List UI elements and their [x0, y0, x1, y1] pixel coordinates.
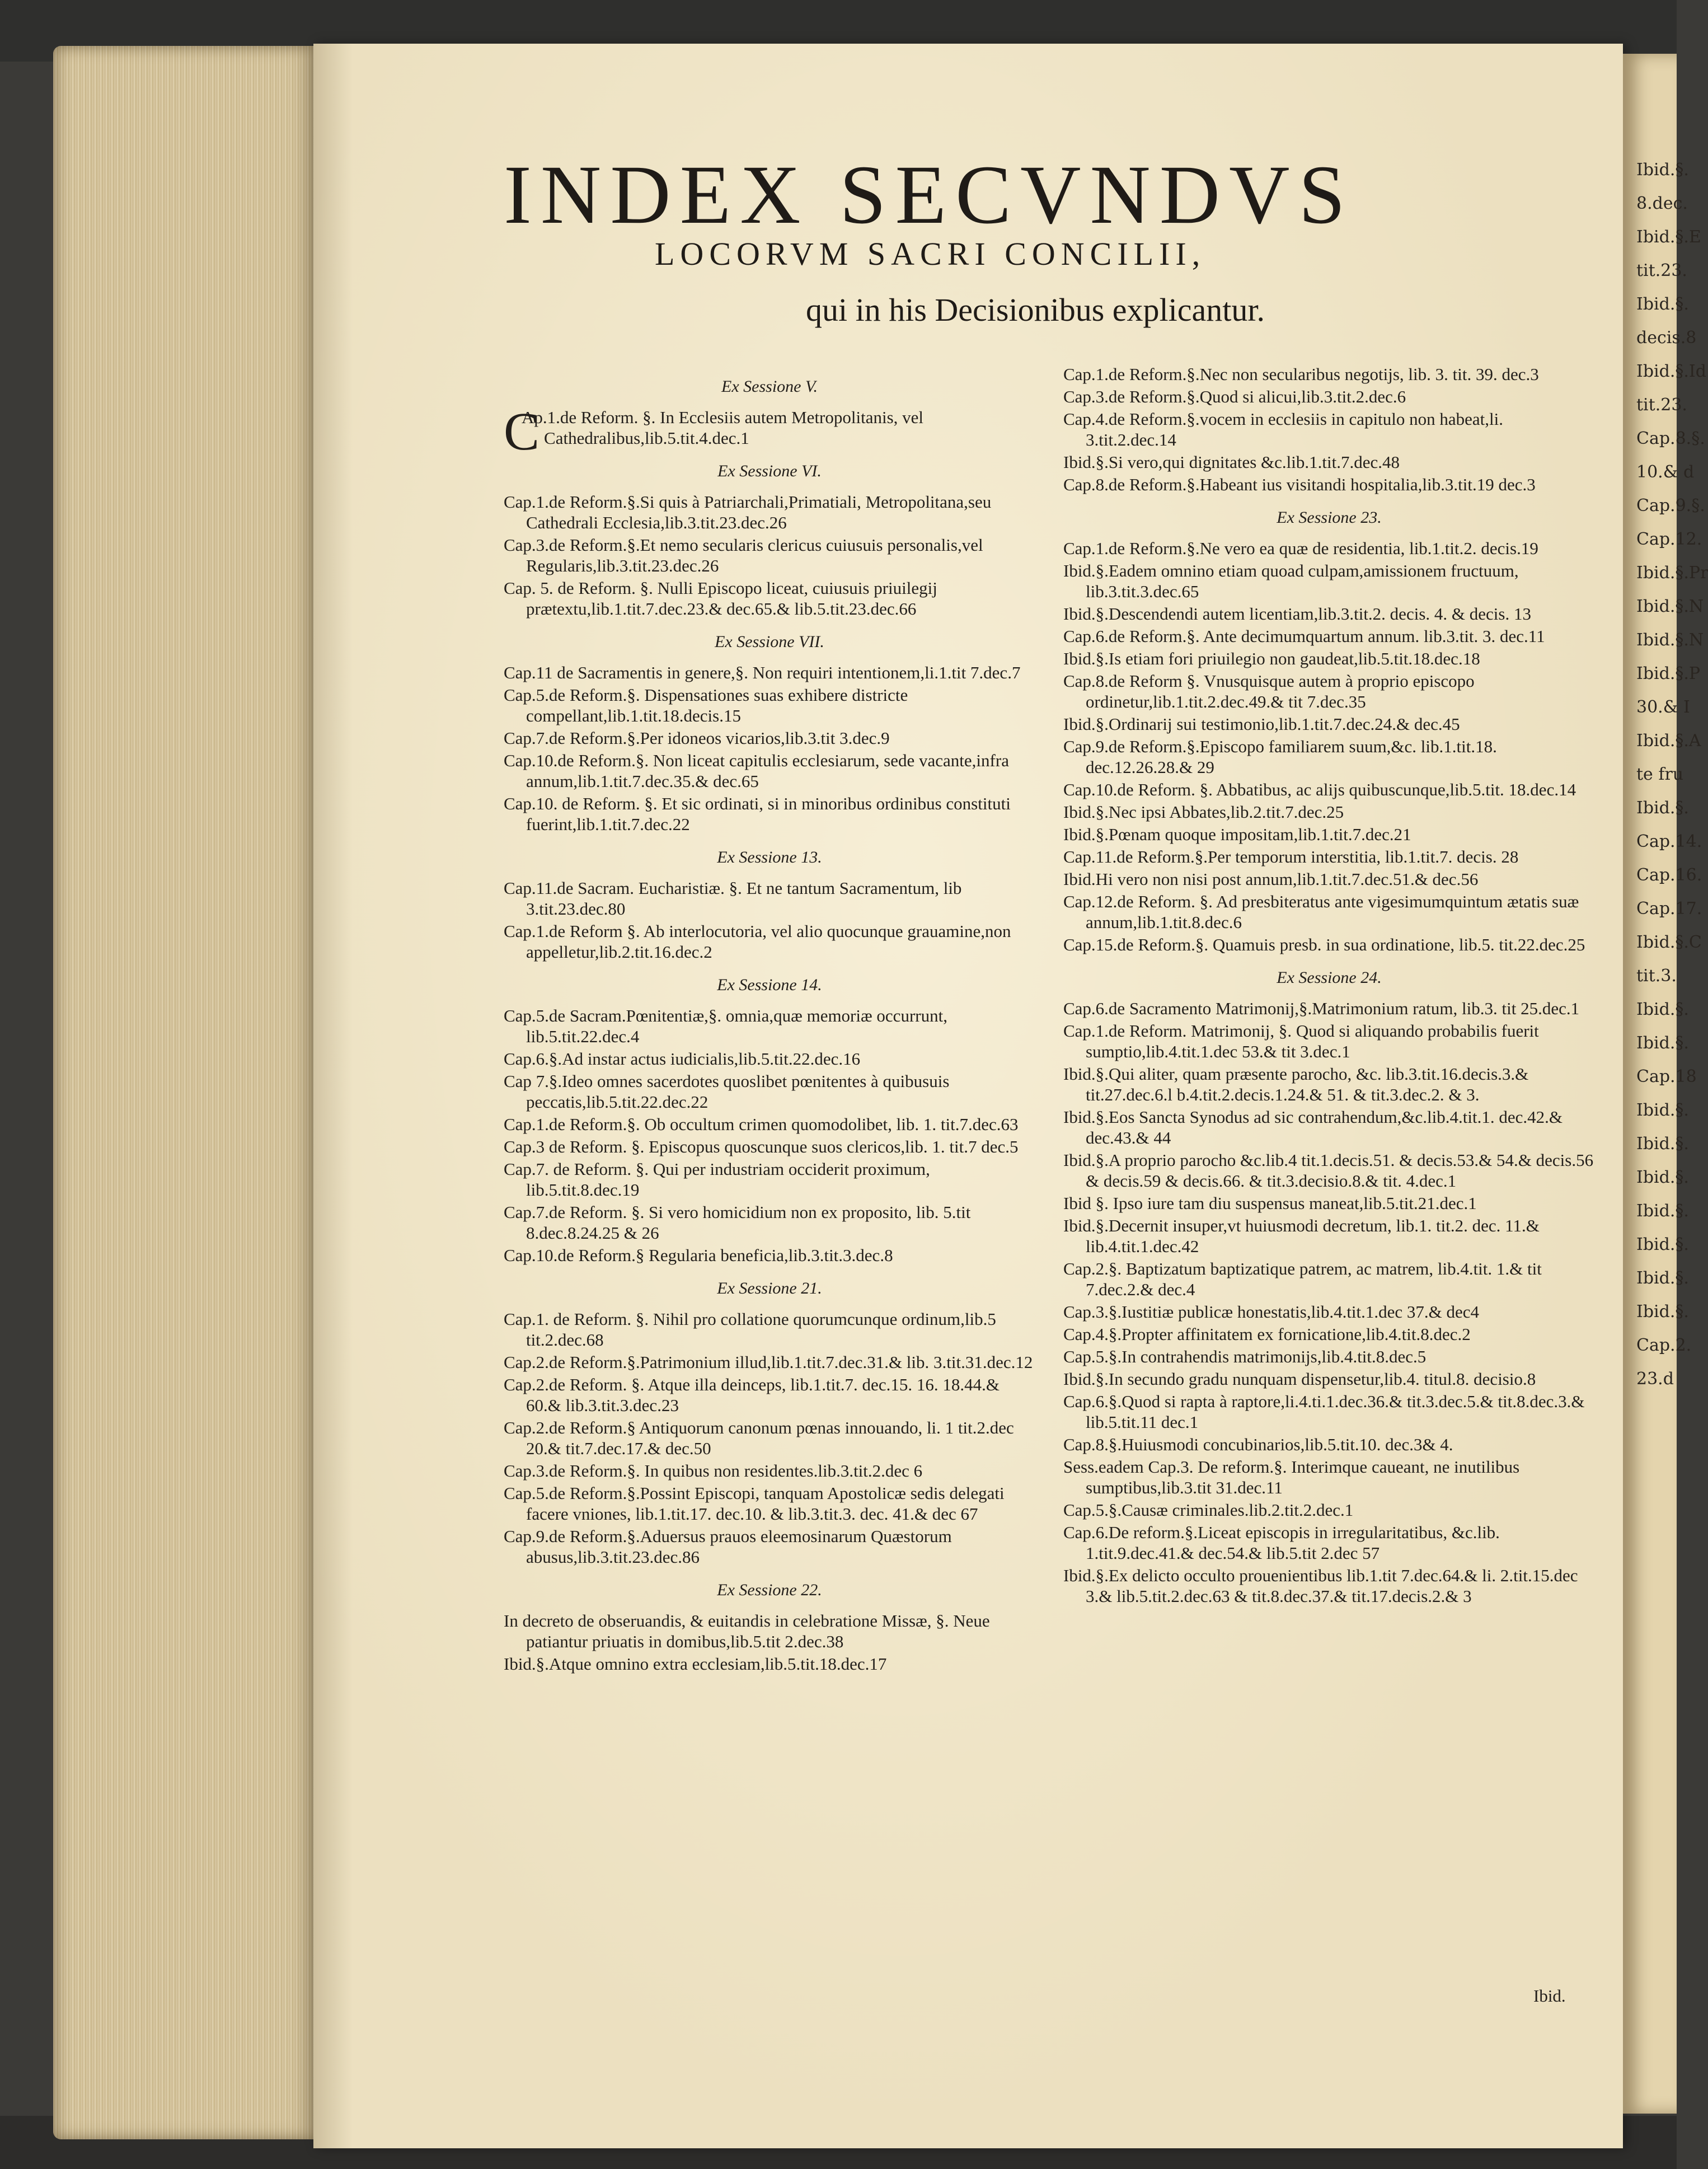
- session-heading: Ex Sessione V.: [721, 377, 818, 396]
- index-entry: Ibid.§.In secundo gradu nunquam dispensetur,lib.4. titul.8. decisio.8: [1063, 1369, 1536, 1389]
- right-page-fragment: Ibid.§.: [1636, 1000, 1689, 1019]
- right-page-fragment: Ibid.§.: [1636, 1134, 1689, 1154]
- index-entry: Cap 7.§.Ideo omnes sacerdotes quoslibet pœnitentes à quibusuis peccatis,lib.5.tit.22.dec.22: [504, 1071, 950, 1112]
- index-entry: In decreto de obseruandis, & euitandis in celebratione Missæ, §. Neue patiantur priuatis in domibus,lib.5.tit 2.dec.38: [504, 1611, 990, 1651]
- right-page-fragment: 30.& I: [1636, 697, 1690, 717]
- right-page-fragment: Ibid.§.Id: [1636, 362, 1706, 381]
- index-entry: Cap.10.de Reform. §. Abbatibus, ac alijs quibuscunque,lib.5.tit. 18.dec.14: [1063, 780, 1576, 799]
- session-heading: Ex Sessione VI.: [717, 462, 822, 480]
- right-page-fragment: decis.8: [1636, 328, 1697, 348]
- right-page-fragment: Ibid.§.: [1636, 798, 1689, 818]
- right-page-fragment: Ibid.§.: [1636, 160, 1689, 180]
- right-page-fragment: Ibid.§.C: [1636, 933, 1702, 952]
- index-entry: Cap.11.de Reform.§.Per temporum interstitia, lib.1.tit.7. decis. 28: [1063, 847, 1519, 866]
- right-page-fragment: Cap.17.: [1636, 899, 1702, 919]
- right-page-fragment: Cap.12.: [1636, 530, 1702, 549]
- session-heading: Ex Sessione VII.: [715, 633, 824, 651]
- right-page-fragment: tit.3.: [1636, 966, 1677, 986]
- session-heading: Ex Sessione 14.: [717, 976, 822, 994]
- index-entry: Cap.5.§.In contrahendis matrimonijs,lib.4.tit.8.dec.5: [1063, 1347, 1427, 1366]
- index-entry: Cap.2.de Reform. §. Atque illa deinceps, lib.1.tit.7. dec.15. 16. 18.44.& 60.& lib.3.tit.3.dec.23: [504, 1375, 1000, 1415]
- index-entry: Ibid.§.Qui aliter, quam præsente parocho, &c. lib.3.tit.16.decis.3.& tit.27.dec.6.l b.4.tit.2.decis.1.24.& 51. & tit.3.dec.2. & 3.: [1063, 1064, 1529, 1104]
- session-heading: Ex Sessione 23.: [1277, 508, 1382, 527]
- index-entry: Ibid.§.Pœnam quoque impositam,lib.1.tit.7.dec.21: [1063, 824, 1411, 844]
- right-page-fragment: 10.& d: [1636, 462, 1695, 482]
- index-entry: Cap.10.de Reform.§. Non liceat capitulis ecclesiarum, sede vacante,infra annum,lib.1.tit.7.dec.35.& dec.65: [504, 751, 1009, 791]
- index-entry: Ibid.§.Ordinarij sui testimonio,lib.1.tit.7.dec.24.& dec.45: [1063, 714, 1460, 734]
- index-entry: Ibid.§.Eos Sancta Synodus ad sic contrahendum,&c.lib.4.tit.1. dec.42.& dec.43.& 44: [1063, 1107, 1562, 1147]
- right-page-fragment: Ibid.§.: [1636, 294, 1689, 314]
- index-entry: Ibid.Hi vero non nisi post annum,lib.1.tit.7.dec.51.& dec.56: [1063, 869, 1479, 889]
- index-entry: Cap.3.de Reform.§.Quod si alicui,lib.3.tit.2.dec.6: [1063, 387, 1406, 406]
- index-entry: Ibid.§.Ex delicto occulto prouenientibus lib.1.tit 7.dec.64.& li. 2.tit.15.dec 3.& lib.5.tit.2.dec.63 & tit.8.dec.37.& tit.17.decis.2.& 3: [1063, 1566, 1578, 1606]
- right-page-fragment: Ibid.§.: [1636, 1235, 1689, 1254]
- right-page-fragment: tit.23.: [1636, 395, 1687, 415]
- session-heading: Ex Sessione 24.: [1277, 968, 1382, 987]
- index-entry: Cap.6.de Sacramento Matrimonij,§.Matrimonium ratum, lib.3. tit 25.dec.1: [1063, 999, 1580, 1018]
- right-page-fragment: Ibid.§.A: [1636, 731, 1701, 751]
- index-entry: Ibid.§.Nec ipsi Abbates,lib.2.tit.7.dec.25: [1063, 802, 1344, 822]
- index-entry: Cap. 5. de Reform. §. Nulli Episcopo liceat, cuiusuis priuilegij prætextu,lib.1.tit.7.dec.23.& dec.65.& lib.5.tit.23.dec.66: [504, 578, 937, 619]
- index-entry: Cap.5.de Reform.§. Dispensationes suas exhibere districte compellant,lib.1.tit.18.decis.15: [504, 685, 908, 725]
- right-page-fragment: Ibid.§.: [1636, 1033, 1689, 1053]
- index-entry: Cap.5.§.Causæ criminales.lib.2.tit.2.dec.1: [1063, 1500, 1354, 1520]
- page-subtitle-2: qui in his Decisionibus explicantur.: [806, 292, 1265, 328]
- index-entry: Cap.2.§. Baptizatum baptizatique patrem, ac matrem, lib.4.tit. 1.& tit 7.dec.2.& dec.4: [1063, 1259, 1542, 1299]
- index-entry: Cap.6.§.Quod si rapta à raptore,li.4.ti.1.dec.36.& tit.3.dec.5.& tit.8.dec.3.& lib.5.tit.11 dec.1: [1063, 1392, 1585, 1432]
- index-entry: Cap.3.de Reform.§. In quibus non residentes.lib.3.tit.2.dec 6: [504, 1461, 923, 1481]
- left-column: [504, 364, 1035, 1676]
- catchword: Ibid.: [1533, 1986, 1566, 2006]
- index-entry: Cap.7.de Reform. §. Si vero homicidium non ex proposito, lib. 5.tit 8.dec.8.24.25 & 26: [504, 1202, 971, 1243]
- index-entry: Cap.6.de Reform.§. Ante decimumquartum annum. lib.3.tit. 3. dec.11: [1063, 626, 1545, 646]
- index-entry: Cap.1.de Reform. Matrimonij, §. Quod si aliquando probabilis fuerit sumptio,lib.4.tit.1.dec 53.& tit 3.dec.1: [1063, 1021, 1539, 1061]
- right-page-edge: [1623, 54, 1708, 2114]
- index-entry: Cap.7. de Reform. §. Qui per industriam occiderit proximum, lib.5.tit.8.dec.19: [504, 1159, 930, 1200]
- index-entry: Cap.12.de Reform. §. Ad presbiteratus ante vigesimumquintum ætatis suæ annum,lib.1.tit.8.dec.6: [1063, 892, 1579, 932]
- index-entry: Cap.4.de Reform.§.vocem in ecclesiis in capitulo non habeat,li. 3.tit.2.dec.14: [1063, 409, 1503, 449]
- right-page-fragment: Cap.8.§.: [1636, 429, 1705, 448]
- index-entry: Cap.1.de Reform.§.Ne vero ea quæ de residentia, lib.1.tit.2. decis.19: [1063, 538, 1538, 558]
- index-entry: Cap.1.de Reform §. Ab interlocutoria, vel alio quocunque grauamine,non appelletur,lib.2.tit.16.dec.2: [504, 921, 1011, 962]
- index-entry: Ibid.§.A proprio parocho &c.lib.4 tit.1.decis.51. & decis.53.& 54.& decis.56 & decis.59 & decis.66. & tit.3.decisio.8.& tit. 4.dec.1: [1063, 1150, 1594, 1191]
- session-heading: Ex Sessione 21.: [717, 1279, 822, 1297]
- right-page-fragment: Cap.16.: [1636, 865, 1702, 885]
- index-entry: Cap.4.§.Propter affinitatem ex fornicatione,lib.4.tit.8.dec.2: [1063, 1324, 1471, 1344]
- index-entry: Cap.1.de Reform.§.Nec non secularibus negotijs, lib. 3. tit. 39. dec.3: [1063, 364, 1539, 384]
- right-page-fragment: Cap.9.§.: [1636, 496, 1705, 516]
- session-heading: Ex Sessione 13.: [717, 848, 822, 866]
- index-entry: Cap.5.de Reform.§.Possint Episcopi, tanquam Apostolicæ sedis delegati facere vniones, lib.1.tit.17. dec.10. & lib.3.tit.3. dec. 41.& dec 67: [504, 1483, 1005, 1524]
- index-entry: Cap.3.de Reform.§.Et nemo secularis clericus cuiusuis personalis,vel Regularis,lib.3.tit.23.dec.26: [504, 535, 983, 575]
- right-page-fragment: tit.23.: [1636, 261, 1687, 280]
- index-entry: Ibid.§.Atque omnino extra ecclesiam,lib.5.tit.18.dec.17: [504, 1654, 887, 1674]
- index-entry: Cap.8.de Reform §. Vnusquisque autem à proprio episcopo ordinetur,lib.1.tit.2.dec.49.& tit 7.dec.35: [1063, 671, 1475, 711]
- right-page-fragment: Ibid.§.: [1636, 1201, 1689, 1221]
- right-page-fragment: Ibid.§.: [1636, 1268, 1689, 1288]
- index-entry: Cap.10. de Reform. §. Et sic ordinati, si in minoribus ordinibus constituti fuerint,lib.1.tit.7.dec.22: [504, 794, 1011, 834]
- right-page-fragment: Cap.14.: [1636, 832, 1702, 851]
- index-entry: Ibid.§.Eadem omnino etiam quoad culpam,amissionem fructuum, lib.3.tit.3.dec.65: [1063, 561, 1519, 601]
- right-page-fragment: te fru: [1636, 765, 1684, 784]
- index-entry: Cap.9.de Reform.§.Aduersus prauos eleemosinarum Quæstorum abusus,lib.3.tit.23.dec.86: [504, 1526, 952, 1567]
- index-entry: Ibid.§.Decernit insuper,vt huiusmodi decretum, lib.1. tit.2. dec. 11.& lib.4.tit.1.dec.42: [1063, 1216, 1540, 1256]
- right-page-fragment: Ibid.§.Pr: [1636, 563, 1708, 583]
- index-entry: CAp.1.de Reform. §. In Ecclesiis autem Metropolitanis, vel Cathedralibus,lib.5.tit.4.dec.1: [504, 401, 924, 461]
- index-entry: Ibid.§.Is etiam fori priuilegio non gaudeat,lib.5.tit.18.dec.18: [1063, 649, 1480, 668]
- index-entry: Cap.2.de Reform.§.Patrimonium illud,lib.1.tit.7.dec.31.& lib. 3.tit.31.dec.12: [504, 1352, 1033, 1372]
- right-page-fragment: Cap.2.: [1636, 1336, 1692, 1355]
- index-entry: Cap.6.De reform.§.Liceat episcopis in irregularitatibus, &c.lib. 1.tit.9.dec.41.& dec.54.& lib.5.tit 2.dec 57: [1063, 1522, 1500, 1563]
- index-entry: Ibid §. Ipso iure tam diu suspensus maneat,lib.5.tit.21.dec.1: [1063, 1193, 1477, 1213]
- right-page-fragment: 23.d: [1636, 1369, 1674, 1389]
- right-page-fragment: Ibid.§.: [1636, 1100, 1689, 1120]
- right-page-fragment: Ibid.§.N: [1636, 597, 1704, 616]
- index-entry: Cap.1.de Reform.§. Ob occultum crimen quomodolibet, lib. 1. tit.7.dec.63: [504, 1114, 1019, 1134]
- index-entry: Cap.6.§.Ad instar actus iudicialis,lib.5.tit.22.dec.16: [504, 1049, 861, 1069]
- index-entry: Ibid.§.Si vero,qui dignitates &c.lib.1.tit.7.dec.48: [1063, 452, 1400, 472]
- index-entry: Cap.1.de Reform.§.Si quis à Patriarchali,Primatiali, Metropolitana,seu Cathedrali Ecclesia,lib.3.tit.23.dec.26: [504, 492, 992, 532]
- index-entry: Cap.11 de Sacramentis in genere,§. Non requiri intentionem,li.1.tit 7.dec.7: [504, 663, 1021, 682]
- index-entry: Cap.2.de Reform.§ Antiquorum canonum pœnas innouando, li. 1 tit.2.dec 20.& tit.7.dec.17.& dec.50: [504, 1418, 1014, 1458]
- right-column: [1063, 364, 1595, 1608]
- index-entry: Sess.eadem Cap.3. De reform.§. Interimque caueant, ne inutilibus sumptibus,lib.3.tit 31.dec.11: [1063, 1457, 1520, 1497]
- index-entry: Cap.8.§.Huiusmodi concubinarios,lib.5.tit.10. dec.3& 4.: [1063, 1435, 1453, 1454]
- right-page-fragment: Ibid.§.: [1636, 1302, 1689, 1322]
- index-entry: Cap.9.de Reform.§.Episcopo familiarem suum,&c. lib.1.tit.18. dec.12.26.28.& 29: [1063, 737, 1497, 777]
- index-entry: Ibid.§.Descendendi autem licentiam,lib.3.tit.2. decis. 4. & decis. 13: [1063, 604, 1531, 624]
- index-entry: Cap.5.de Sacram.Pœnitentiæ,§. omnia,quæ memoriæ occurrunt, lib.5.tit.22.dec.4: [504, 1006, 947, 1046]
- index-entry: Cap.7.de Reform.§.Per idoneos vicarios,lib.3.tit 3.dec.9: [504, 728, 890, 748]
- index-entry: Cap.3 de Reform. §. Episcopus quoscunque suos clericos,lib. 1. tit.7 dec.5: [504, 1137, 1019, 1156]
- right-page-fragment: Ibid.§.: [1636, 1168, 1689, 1187]
- index-entry: Cap.15.de Reform.§. Quamuis presb. in sua ordinatione, lib.5. tit.22.dec.25: [1063, 935, 1585, 954]
- right-page-fragment: 8.dec.: [1636, 194, 1688, 213]
- right-page-fragment: Cap.18: [1636, 1067, 1697, 1086]
- index-entry: Cap.3.§.Iustitiæ publicæ honestatis,lib.4.tit.1.dec 37.& dec4: [1063, 1302, 1480, 1322]
- right-page-fragment: Ibid.§.P: [1636, 664, 1701, 683]
- page-title: INDEX SECVNDVS: [504, 148, 1354, 241]
- index-entry: Cap.10.de Reform.§ Regularia beneficia,lib.3.tit.3.dec.8: [504, 1245, 893, 1265]
- index-entry: Cap.8.de Reform.§.Habeant ius visitandi hospitalia,lib.3.tit.19 dec.3: [1063, 475, 1536, 494]
- index-entry: Cap.11.de Sacram. Eucharistiæ. §. Et ne tantum Sacramentum, lib 3.tit.23.dec.80: [504, 878, 962, 919]
- page-edges: [53, 46, 316, 2139]
- index-entry: Cap.1. de Reform. §. Nihil pro collatione quorumcunque ordinum,lib.5 tit.2.dec.68: [504, 1309, 996, 1350]
- right-page-fragment: Ibid.§.N: [1636, 630, 1704, 650]
- session-heading: Ex Sessione 22.: [717, 1581, 822, 1599]
- page-subtitle: LOCORVM SACRI CONCILII,: [655, 236, 1206, 272]
- right-page-fragment: Ibid.§.E: [1636, 227, 1701, 247]
